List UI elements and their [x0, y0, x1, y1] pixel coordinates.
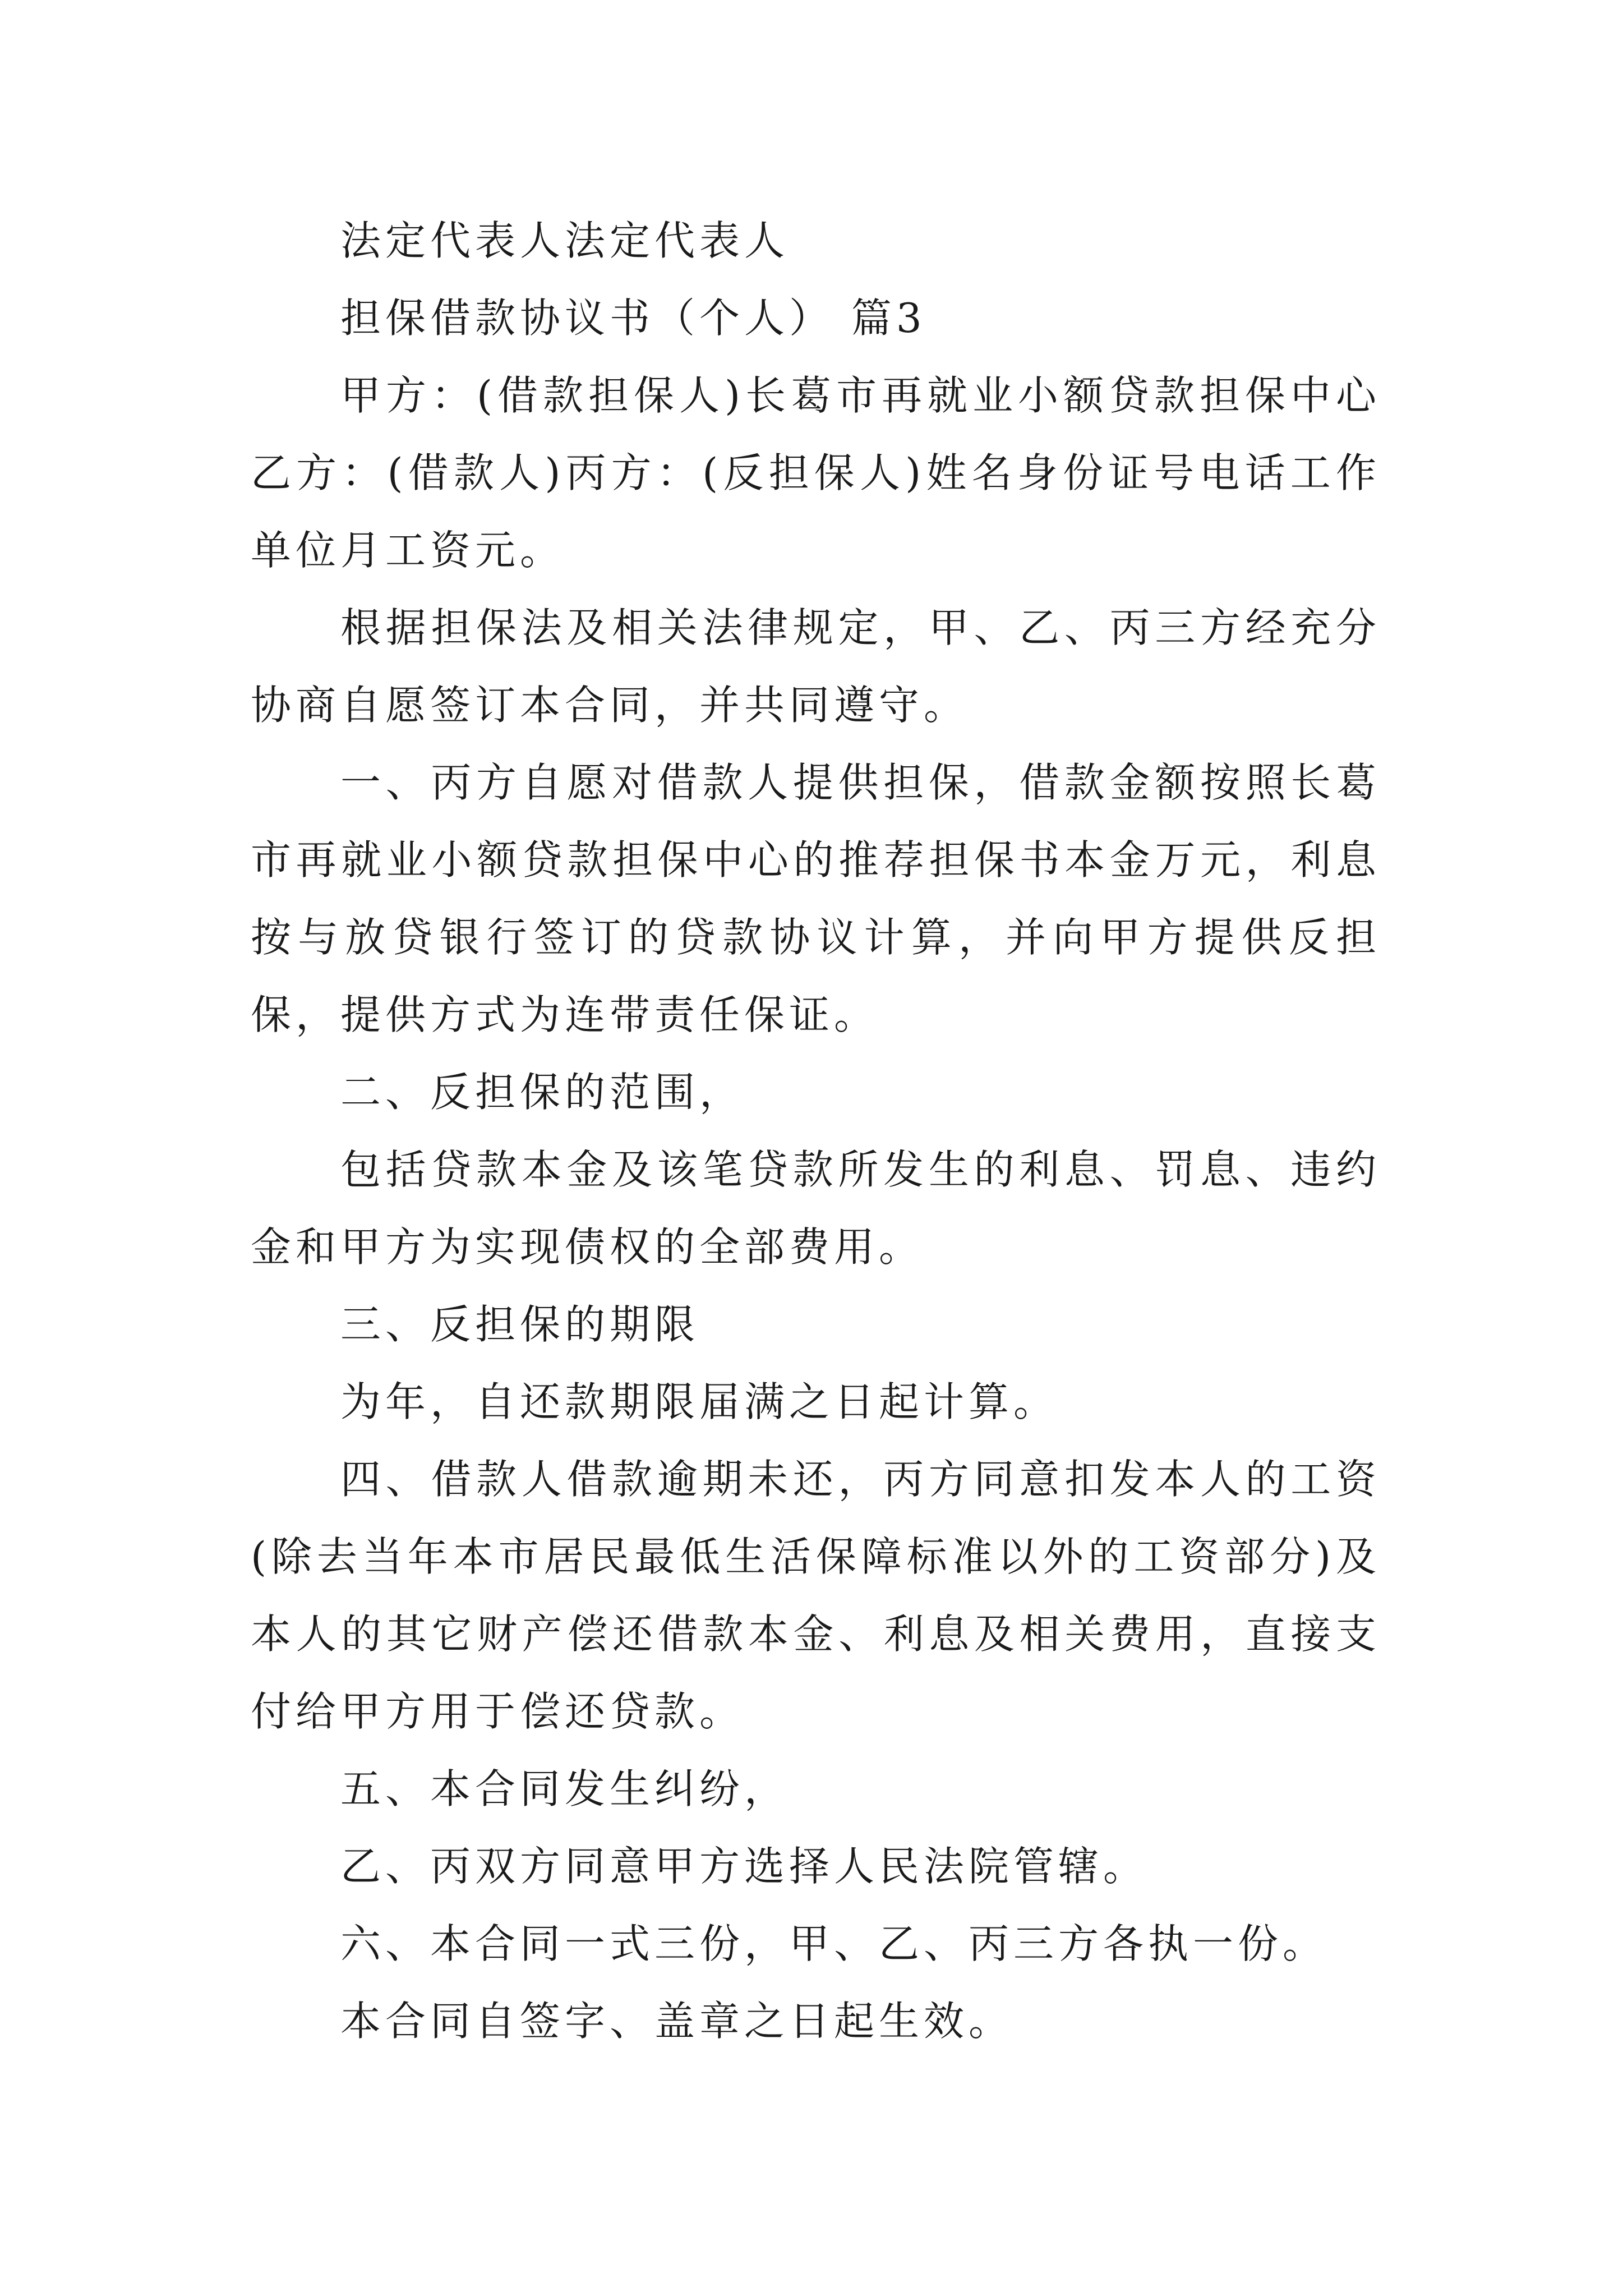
effective-clause: 本合同自签字、盖章之日起生效。: [340, 1998, 1014, 2045]
signature-line: 法定代表人法定代表人: [340, 217, 790, 264]
clause-2-body: 包括贷款本金及该笔贷款所发生的利息、罚息、违约金和甲方为实现债权的全部费用。: [251, 1146, 1381, 1271]
clause-5-heading: 五、本合同发生纠纷，: [340, 1765, 790, 1812]
section-heading: 担保借款协议书（个人） 篇3: [340, 295, 926, 342]
clause-3-heading: 三、反担保的期限: [340, 1301, 700, 1348]
clause-2-heading: 二、反担保的范围，: [340, 1069, 745, 1116]
clause-4: 四、借款人借款逾期未还，丙方同意扣发本人的工资(除去当年本市居民最低生活保障标准以外的工资部分)及本人的其它财产偿还借款本金、利息及相关费用，直接支付给甲方用于偿还贷款。: [251, 1456, 1381, 1735]
document-body: [251, 202, 1381, 2060]
basis-paragraph: 根据担保法及相关法律规定，甲、乙、丙三方经充分协商自愿签订本合同，并共同遵守。: [251, 604, 1381, 729]
clause-5-body: 乙、丙双方同意甲方选择人民法院管辖。: [340, 1843, 1149, 1890]
parties-paragraph: 甲方：(借款担保人)长葛市再就业小额贷款担保中心乙方：(借款人)丙方：(反担保人)姓名身份证号电话工作单位月工资元。: [251, 372, 1381, 574]
clause-6: 六、本合同一式三份，甲、乙、丙三方各执一份。: [340, 1920, 1328, 1967]
clause-1: 一、丙方自愿对借款人提供担保，借款金额按照长葛市再就业小额贷款担保中心的推荐担保书本金万元，利息按与放贷银行签订的贷款协议计算，并向甲方提供反担保，提供方式为连带责任保证。: [251, 759, 1381, 1038]
clause-3-body: 为年，自还款期限届满之日起计算。: [340, 1378, 1059, 1425]
